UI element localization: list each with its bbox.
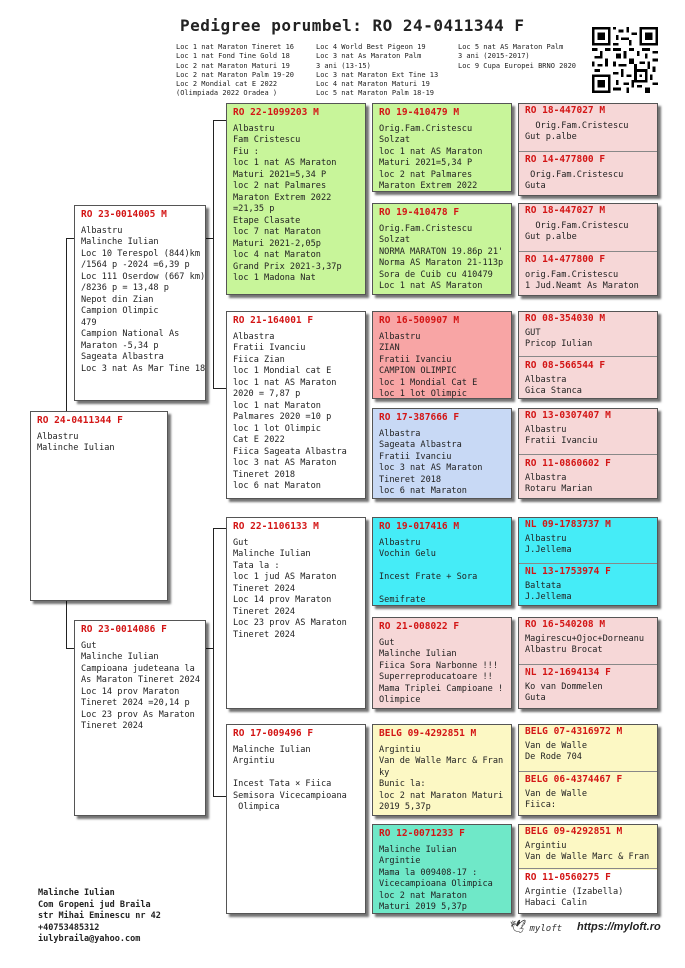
pigeon-card-gen2-4[interactable]	[226, 724, 366, 914]
pigeon-card-gen3-5[interactable]	[372, 517, 512, 606]
ring-number: NL 09-1783737 M	[525, 519, 611, 530]
info-line: Fiica Sora Narbonne !!!	[379, 660, 498, 671]
info-line: Albastra	[525, 472, 567, 483]
info-line: loc 1 lot Olimpic	[233, 423, 321, 434]
info-line: orig.Fam.Cristescu	[525, 269, 619, 280]
pigeon-card-gen4-3[interactable]	[519, 204, 657, 252]
pigeon-card-gen4-5[interactable]	[519, 312, 657, 358]
info-line: Campion National As	[81, 329, 180, 339]
info-line: Orig.Fam.Cristescu	[379, 123, 473, 134]
info-line: Malinche Iulian	[81, 237, 159, 247]
owner-email[interactable]: iulybraila@yahoo.com	[38, 934, 141, 944]
pigeon-card-gen4-9[interactable]	[519, 518, 657, 564]
ring-number: RO 08-566544 F	[525, 360, 606, 371]
info-line: Vicecampioana Olimpica	[379, 879, 493, 889]
info-line	[233, 768, 359, 780]
ring-number: RO 21-008022 F	[379, 621, 460, 632]
info-line: 1 Jud.Neamt As Maraton	[525, 281, 639, 291]
info-line: Malinche Iulian	[379, 649, 457, 659]
info-line: Orig.Fam.Cristescu	[525, 169, 624, 180]
ring-number: RO 24-0411344 F	[37, 415, 123, 426]
info-line: loc 4 nat Maraton	[233, 250, 321, 260]
ring-number: RO 21-164001 F	[233, 315, 314, 326]
pigeon-card-gen4-2[interactable]	[519, 152, 657, 196]
info-line: Gut	[379, 637, 395, 648]
info-line: Semifrate	[379, 595, 426, 605]
info-line: J.Jellema	[525, 592, 572, 602]
info-line: Olimpice	[379, 695, 421, 705]
ring-number: RO 23-0014005 M	[81, 209, 167, 220]
pigeon-card-gen4-1[interactable]	[519, 104, 657, 152]
info-line: Albastru	[81, 225, 123, 236]
connector-line	[66, 601, 67, 649]
info-line: Mama la 009408-17 :	[379, 867, 478, 878]
info-line: As Maraton Tineret 2024	[81, 675, 200, 685]
pigeon-pair-group-3	[518, 311, 658, 399]
info-line: Maraton -5,34 p	[81, 340, 159, 351]
info-line: Gica Stanca	[525, 386, 582, 396]
info-line: loc 7 nat Maraton	[233, 227, 321, 237]
info-line: Fratii Ivanciu	[379, 354, 452, 365]
info-line: loc 1 Mondial Cat E	[379, 377, 478, 388]
info-line: loc 2 nat Maraton Maturi	[379, 790, 504, 801]
info-line: Malinche Iulian	[379, 844, 457, 855]
pigeon-card-gen4-16[interactable]	[519, 870, 657, 914]
info-line: Van de Walle Marc & Fran	[525, 852, 650, 862]
info-line: Sageata Albastra	[379, 440, 462, 450]
info-line: Solzat	[379, 235, 411, 245]
achievement: Loc 5 nat Maraton Palm 18-19	[316, 89, 435, 98]
ring-number: NL 12-1694134 F	[525, 667, 611, 678]
achievement: (Olimpiada 2022 Oradea )	[176, 89, 278, 98]
info-line: Habaci Calin	[525, 898, 588, 908]
info-line: Guta	[525, 693, 546, 703]
info-line: Ko van Dommelen	[525, 681, 603, 692]
achievement: Loc 1 nat Maraton Tineret 16	[176, 43, 295, 51]
info-line: Mama Triplei Campioane !	[379, 683, 504, 694]
pigeon-logo-icon: 🕊	[510, 920, 527, 935]
info-line: Vochin Gelu	[379, 549, 436, 559]
info-line: Olimpica	[233, 802, 280, 812]
pigeon-pair-group-4	[518, 408, 658, 499]
info-line: Malinche Iulian	[233, 744, 311, 755]
info-line: Tineret 2024	[233, 606, 296, 617]
pigeon-card-gen4-14[interactable]	[519, 772, 657, 816]
pigeon-pair-group-8	[518, 824, 658, 914]
info-line	[379, 561, 505, 573]
pigeon-pair-group-7	[518, 724, 658, 816]
info-line: loc 1 nat AS Maraton	[233, 158, 337, 168]
info-line: Tineret 2018	[233, 469, 296, 480]
pair-divider	[519, 151, 657, 152]
ring-number: RO 18-447027 M	[525, 205, 606, 216]
info-line: Albastru Brocat	[525, 645, 603, 655]
info-line: Loc 23 prov As Maraton	[81, 709, 195, 720]
qr-code-icon[interactable]	[592, 27, 658, 93]
ring-number: BELG 09-4292851 M	[525, 826, 623, 837]
info-line: Maturi 2021-2,05p	[233, 238, 321, 249]
info-line: Incest Tata × Fiica	[233, 779, 332, 789]
owner-phone[interactable]: +40753485312	[38, 922, 100, 933]
ring-number: RO 16-540208 M	[525, 619, 606, 630]
ring-number: RO 12-0071233 F	[379, 828, 465, 839]
info-line: Nepot din Zian	[81, 294, 154, 305]
info-line: Fiica Zian	[233, 354, 285, 365]
info-line: Sora de Cuib cu 410479	[379, 269, 493, 280]
connector-line	[66, 648, 74, 649]
pigeon-card-gen4-6[interactable]	[519, 358, 657, 399]
achievements-col-2	[316, 43, 438, 99]
info-line: Albastru	[379, 537, 421, 548]
info-line: Maraton Extrem 2022	[379, 181, 478, 191]
info-line: Van de Walle	[525, 740, 588, 751]
info-line: Argintie	[379, 856, 421, 866]
pair-divider	[519, 868, 657, 869]
pair-divider	[519, 664, 657, 665]
info-line: /8236 p = 13,48 p	[81, 283, 169, 293]
pigeon-card-gen3-7[interactable]	[372, 724, 512, 816]
info-line: Palmares 2020 =10 p	[233, 412, 332, 422]
pigeon-card-gen2-1[interactable]	[226, 103, 366, 295]
ring-number: BELG 07-4316972 M	[525, 726, 623, 737]
info-line: Cat E 2022	[233, 435, 285, 445]
connector-line	[213, 120, 226, 121]
site-link[interactable]: https://myloft.ro	[577, 921, 661, 933]
achievement: 3 ani (13-15)	[316, 61, 371, 70]
info-line: Argintie (Izabella)	[525, 886, 624, 897]
info-line: 479	[81, 317, 97, 328]
info-line: Tineret 2024	[81, 721, 144, 731]
info-line: loc 6 nat Maraton	[233, 481, 321, 491]
info-line: Etape Clasate	[233, 215, 301, 226]
connector-line	[213, 528, 214, 796]
ring-number: RO 11-0860602 F	[525, 458, 611, 469]
info-line: loc 1 lot Olimpic	[379, 389, 467, 399]
info-line: =21,35 p	[233, 204, 275, 214]
info-line: loc 1 Mondial cat E	[233, 366, 332, 376]
info-line: Guta	[525, 181, 546, 191]
page-title: Pedigree porumbel: RO 24-0411344 F	[180, 16, 525, 35]
info-line: Fam Cristescu	[233, 135, 301, 145]
ring-number: RO 13-0307407 M	[525, 410, 611, 421]
info-line: Argintiu	[379, 744, 421, 755]
info-line: Maturi 2021=5,34 P	[379, 158, 473, 168]
pigeon-card-subject[interactable]	[30, 411, 168, 601]
info-line: loc 2 nat Palmares	[233, 181, 327, 191]
info-line: Fratii Ivanciu	[525, 436, 598, 446]
achievement: Loc 5 nat AS Maraton Palm	[458, 43, 564, 51]
info-line: Superreproducatoare !!	[379, 672, 493, 682]
pair-divider	[519, 771, 657, 772]
info-line: Malinche Iulian	[37, 443, 115, 453]
info-line: NORMA MARATON 19.86p 21'	[379, 246, 504, 257]
info-line: loc 1 nat AS Maraton	[233, 377, 337, 388]
info-line: Albastru	[525, 533, 567, 544]
pigeon-card-gen4-15[interactable]	[519, 825, 657, 870]
pigeon-pair-group-6	[518, 617, 658, 709]
achievement: Loc 4 World Best Pigeon 19	[316, 43, 426, 51]
info-line: Loc 3 nat As Mar Tine 18	[81, 363, 206, 374]
owner-contact	[38, 888, 161, 946]
ring-number: RO 22-1106133 M	[233, 521, 319, 532]
logo-text: myloft	[529, 924, 563, 934]
info-line: De Rode 704	[525, 752, 582, 762]
info-line: Maturi 2019 5,37p	[379, 902, 467, 912]
info-line: Bunic la:	[379, 779, 426, 789]
ring-number: RO 22-1099203 M	[233, 107, 319, 118]
info-line: loc 2 nat Palmares	[379, 169, 473, 180]
pigeon-pair-group-5	[518, 517, 658, 606]
pigeon-card-gen3-8[interactable]	[372, 824, 512, 914]
connector-line	[213, 120, 214, 388]
ring-number: RO 14-477800 F	[525, 154, 606, 165]
info-line: loc 6 nat Maraton	[379, 486, 467, 496]
info-line: Rotaru Marian	[525, 484, 593, 494]
pigeon-card-gen4-8[interactable]	[519, 456, 657, 499]
info-line: Gut	[233, 537, 249, 548]
pigeon-card-gen3-3[interactable]	[372, 311, 512, 399]
ring-number: NL 13-1753974 F	[525, 566, 611, 577]
pigeon-card-gen2-3[interactable]	[226, 517, 366, 709]
info-line: loc 2 nat Maraton	[379, 890, 467, 901]
achievement: Loc 2 nat Maraton Maturi 19	[176, 61, 290, 70]
ring-number: BELG 09-4292851 M	[379, 728, 477, 739]
info-line: Incest Frate + Sora	[379, 572, 478, 582]
info-line: Tineret 2024	[233, 583, 296, 594]
pigeon-card-gen4-10[interactable]	[519, 564, 657, 606]
achievement: 3 ani (2015-2017)	[458, 52, 530, 61]
ring-number: RO 08-354030 M	[525, 313, 606, 324]
pigeon-card-gen3-6[interactable]	[372, 617, 512, 709]
pigeon-pair-group-2	[518, 203, 658, 296]
connector-line	[213, 796, 226, 797]
info-line	[379, 584, 505, 596]
info-line: Gut p.albe	[525, 232, 577, 242]
connector-line	[213, 388, 226, 389]
info-line: J.Jellema	[525, 545, 572, 555]
info-line: Loc 23 prov AS Maraton	[233, 618, 347, 628]
info-line: Fratii Ivanciu	[233, 343, 306, 353]
info-line: Fiica:	[525, 800, 557, 810]
info-line: Van de Walle	[525, 788, 588, 799]
pigeon-card-sire[interactable]	[74, 205, 206, 401]
info-line: loc 1 nat AS Maraton	[379, 146, 483, 157]
info-line: loc 3 nat AS Maraton	[233, 458, 337, 468]
owner-name: Malinche Iulian	[38, 888, 115, 898]
info-line: Sageata Albastra	[81, 352, 164, 362]
info-line: Orig.Fam.Cristescu	[525, 120, 629, 131]
achievement: Loc 4 nat Maraton Maturi 19	[316, 80, 430, 89]
pair-divider	[519, 563, 657, 564]
info-line: Argintiu	[233, 756, 275, 766]
info-line: Orig.Fam.Cristescu	[379, 223, 473, 234]
info-line: Van de Walle Marc & Fran	[379, 756, 504, 766]
info-line: ky	[379, 767, 390, 778]
info-line: Albastru	[37, 431, 79, 442]
info-line: Norma AS Maraton 21-113p	[379, 258, 504, 268]
pigeon-card-dam[interactable]	[74, 620, 206, 816]
info-line: loc 1 Madona Nat	[233, 273, 316, 283]
info-line: /1564 p -2024 =6,39 p	[81, 260, 190, 270]
info-line: Fiu :	[233, 146, 259, 157]
info-line: Solzat	[379, 135, 411, 145]
info-line: Malinche Iulian	[81, 652, 159, 662]
info-line: Tineret 2018	[379, 474, 442, 485]
info-line: Tineret 2024	[233, 629, 296, 640]
pigeon-pair-group-1	[518, 103, 658, 196]
info-line: Malinche Iulian	[233, 549, 311, 559]
info-line: Grand Prix 2021-3,37p	[233, 261, 342, 272]
info-line: Fratii Ivanciu	[379, 451, 452, 462]
connector-line	[205, 238, 213, 239]
pigeon-card-gen3-2[interactable]	[372, 203, 512, 295]
info-line: Albastra	[525, 374, 567, 385]
pigeon-card-gen4-12[interactable]	[519, 665, 657, 709]
info-line: Campioana judeteana la	[81, 663, 195, 674]
info-line: Baltata	[525, 580, 562, 591]
pigeon-card-gen4-4[interactable]	[519, 252, 657, 296]
ring-number: RO 14-477800 F	[525, 254, 606, 265]
ring-number: RO 19-017416 M	[379, 521, 460, 532]
info-line: Maraton Extrem 2022	[233, 192, 332, 203]
achievements-col-3	[458, 43, 576, 71]
ring-number: RO 11-0560275 F	[525, 872, 611, 883]
info-line: Maturi 2021=5,34 P	[233, 169, 327, 180]
info-line: Orig.Fam.Cristescu	[525, 220, 629, 231]
info-line: loc 3 nat AS Maraton	[379, 463, 483, 473]
info-line: ZIAN	[379, 343, 400, 353]
myloft-logo[interactable]	[510, 920, 562, 935]
info-line: Magirescu+Ojoc+Dorneanu	[525, 633, 644, 644]
info-line: Albastru	[233, 123, 275, 134]
achievements-col-1	[176, 43, 294, 99]
achievement: Loc 2 Mondial cat E 2022	[176, 80, 278, 89]
info-line: Semisora Vicecampioana	[233, 790, 347, 801]
info-line: Albastra	[379, 428, 421, 439]
pigeon-card-gen3-1[interactable]	[372, 103, 512, 192]
info-line: CAMPION OLIMPIC	[379, 366, 457, 376]
achievement: Loc 1 nat Fond Tine Gold 18	[176, 52, 290, 61]
pigeon-card-gen4-13[interactable]	[519, 725, 657, 772]
info-line: Fiica Sageata Albastra	[233, 446, 347, 457]
pigeon-card-gen4-7[interactable]	[519, 409, 657, 456]
info-line: Albastra	[233, 331, 275, 342]
pigeon-card-gen2-2[interactable]	[226, 311, 366, 499]
achievement: Loc 3 nat As Maraton Palm	[316, 52, 422, 61]
pigeon-card-gen4-11[interactable]	[519, 618, 657, 665]
info-line: Loc 14 prov Maraton	[81, 686, 180, 697]
connector-line	[205, 648, 213, 649]
info-line: Loc 10 Terespol (844)km	[81, 248, 200, 259]
ring-number: RO 17-387666 F	[379, 412, 460, 423]
info-line: GUT	[525, 327, 541, 338]
ring-number: RO 18-447027 M	[525, 105, 606, 116]
info-line: Loc 111 Oserdow (667 km)	[81, 271, 206, 282]
info-line: 2020 = 7,87 p	[233, 389, 301, 399]
pair-divider	[519, 356, 657, 357]
achievement: Loc 9 Cupa Europei BRNO 2020	[458, 61, 577, 70]
info-line: Tineret 2024 =20,14 p	[81, 698, 190, 708]
ring-number: RO 17-009496 F	[233, 728, 314, 739]
info-line: Albastru	[525, 424, 567, 435]
ring-number: RO 19-410479 M	[379, 107, 460, 118]
pair-divider	[519, 454, 657, 455]
achievement: Loc 3 nat Maraton Ext Tine 13	[316, 70, 439, 79]
achievement: Loc 2 nat Maraton Palm 19-20	[176, 70, 295, 79]
ring-number: RO 16-500907 M	[379, 315, 460, 326]
info-line: Loc 1 nat AS Maraton	[379, 281, 483, 291]
ring-number: BELG 06-4374467 F	[525, 774, 623, 785]
info-line: Pricop Iulian	[525, 339, 593, 349]
info-line: loc 1 jud AS Maraton	[233, 572, 337, 582]
pair-divider	[519, 251, 657, 252]
info-line: Tata la :	[233, 560, 280, 571]
info-line: Argintiu	[525, 840, 567, 851]
info-line: Albastru	[379, 331, 421, 342]
connector-line	[66, 238, 67, 412]
info-line: loc 1 nat Maraton	[233, 400, 321, 411]
info-line: 2019 5,37p	[379, 802, 431, 812]
owner-address-line: str Mihai Eminescu nr 42	[38, 911, 161, 921]
connector-line	[66, 238, 74, 239]
owner-address-line: Com Gropeni jud Braila	[38, 899, 151, 910]
ring-number: RO 23-0014086 F	[81, 624, 167, 635]
pigeon-card-gen3-4[interactable]	[372, 408, 512, 499]
info-line: Campion Olimpic	[81, 306, 159, 316]
info-line: Gut	[81, 640, 97, 651]
info-line: Loc 14 prov Maraton	[233, 595, 332, 605]
ring-number: RO 19-410478 F	[379, 207, 460, 218]
connector-line	[213, 528, 226, 529]
info-line: Gut p.albe	[525, 132, 577, 142]
